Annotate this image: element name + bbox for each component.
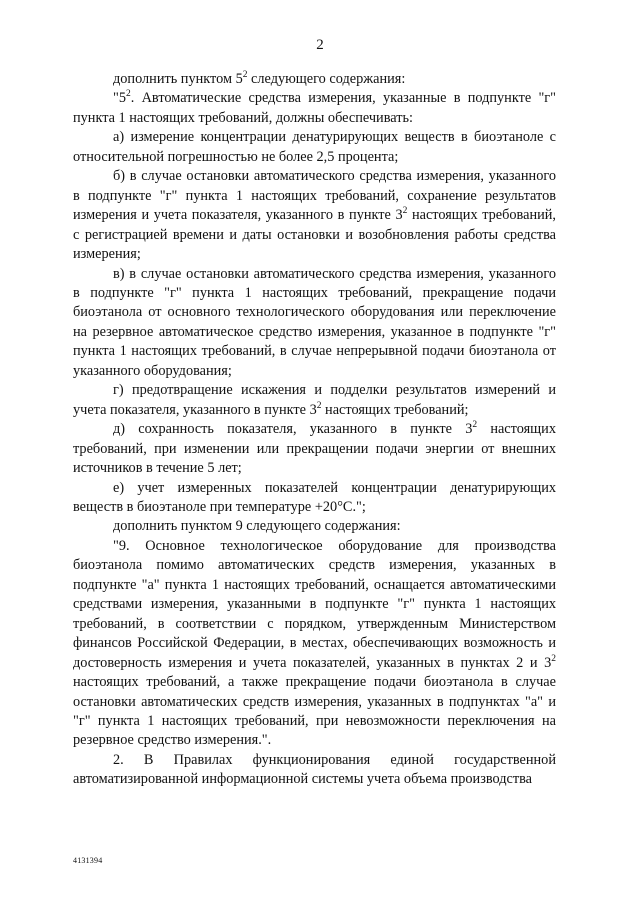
superscript: 2 (402, 206, 408, 217)
text-segment: следующего содержания: (247, 71, 406, 87)
paragraph (73, 751, 556, 790)
paragraph (73, 420, 556, 478)
superscript: 2 (472, 420, 478, 431)
text-segment: е) учет измеренных показателей концентрации денатурирующих веществ в биоэтаноле при температуре +20°С."; (73, 479, 556, 515)
paragraph (73, 537, 556, 751)
text-segment: "9. Основное технологическое оборудование для производства биоэтанола помимо автоматических средств измерения, указанных в подпункте "а" пункта 1 настоящих требований, оснащается автоматическими средствами измерения, указанными в подпункте "г" пункта 1 настоящих требований, в соответствии с порядком, утвержденным Министерством финансов Российской Федерации, в местах, обеспечивающих возможность и достоверность измерения и учета показателей, указанных в пунктах 2 и 3 (73, 537, 556, 671)
paragraph (73, 381, 556, 420)
text-segment: дополнить пунктом 9 следующего содержания: (113, 518, 401, 535)
paragraph (73, 265, 556, 382)
document-code: 4131394 (73, 856, 103, 865)
text-segment: в) в случае остановки автоматического средства измерения, указанного в подпункте "г" пункта 1 настоящих требований, прекращение подачи биоэтанола от основного технологического оборудования или переключение на резервное автоматическое средство измерения, указанное в подпункте "г" пункта 1 настоящих требований, в случае непрерывной подачи биоэтанола от указанного оборудования; (73, 265, 556, 379)
document-body (73, 70, 556, 790)
text-segment: настоящих требований, с регистрацией времени и даты остановки и возобновления работы средства измерения; (73, 207, 556, 263)
superscript: 2 (126, 89, 131, 100)
paragraph (73, 479, 556, 518)
text-segment: 2. В Правилах функционирования единой государственной автоматизированной информационной системы учета объема производства (73, 751, 556, 788)
text-segment: настоящих требований, а также прекращение подачи биоэтанола в случае остановки автоматических средств измерения, указанных в подпунктах "а" и "г" пункта 1 настоящих требований, при невозможности переключения на резервное средство измерения.". (73, 674, 556, 749)
text-segment: . Автоматические средства измерения, указанные в подпункте "г" пункта 1 настоящих требований, должны обеспечивать: (73, 90, 556, 126)
paragraph (73, 70, 556, 89)
paragraph (73, 89, 556, 128)
text-segment: д) сохранность показателя, указанного в пункте 3 (113, 421, 473, 438)
text-segment: б) в случае остановки автоматического средства измерения, указанного в подпункте "г" пункта 1 настоящих требований, сохранение результатов измерения и учета показателя, указанного в пункте 3 (73, 168, 556, 224)
paragraph (73, 128, 556, 167)
text-segment: а) измерение концентрации денатурирующих веществ в биоэтаноле с относительной погрешностью не более 2,5 процента; (73, 129, 556, 165)
paragraph (73, 167, 556, 264)
text-segment: дополнить пунктом 5 (113, 71, 243, 87)
superscript: 2 (242, 70, 248, 80)
text-segment: настоящих требований, при изменении или прекращении подачи энергии от внешних источников в течение 5 лет; (73, 421, 556, 477)
text-segment: "5 (113, 90, 126, 107)
page-number: 2 (316, 37, 324, 53)
text-segment: г) предотвращение искажения и подделки результатов измерений и учета показателя, указанного в пункте 3 (73, 382, 556, 418)
superscript: 2 (316, 400, 322, 411)
superscript: 2 (551, 653, 556, 664)
text-segment: настоящих требований; (321, 401, 469, 418)
paragraph (73, 517, 556, 536)
